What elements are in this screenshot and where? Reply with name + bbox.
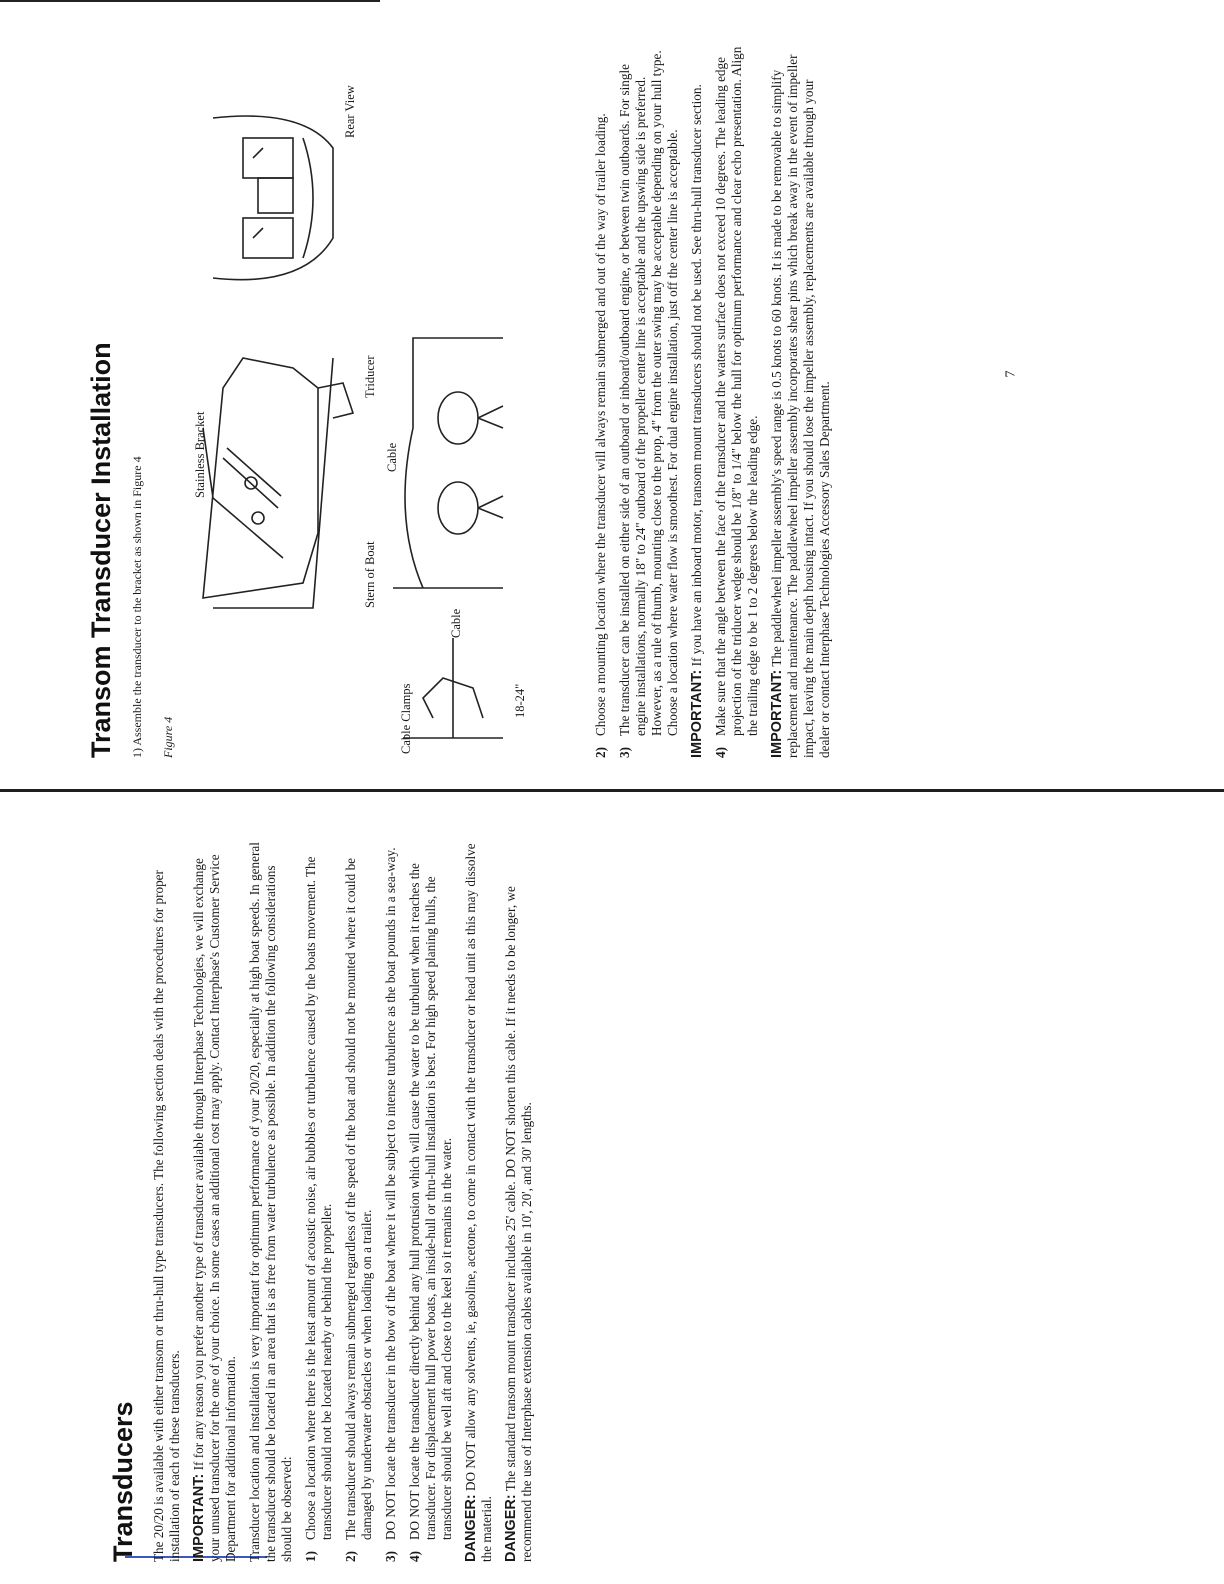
considerations-list [303, 842, 455, 1562]
danger-text: The standard transom mount transducer includes 25' cable. DO NOT shorten this cable. If it needs to be longer, we recommend the use of Interphase extension cables available in 10', 20', and 30' lengths. [503, 886, 534, 1562]
important-text: If you have an inboard motor, transom mount transducers should not be used. See thru-hull transducer section. [689, 84, 704, 667]
page-number: 7 [1003, 370, 1019, 378]
rear-view-callout: Rear View [343, 85, 357, 138]
important-impeller-note [769, 46, 833, 758]
installation-step-4 [713, 46, 761, 758]
figure-4 [153, 46, 583, 758]
rear-view-drawing [213, 116, 333, 280]
danger-label: DANGER: [503, 1494, 519, 1562]
bracket-callout: Stainless Bracket [193, 411, 207, 498]
list-item: 2) Choose a mounting location where the transducer will always remain submerged and out of the way of trailer loading. [593, 113, 608, 758]
transom-installation-page [86, 46, 976, 758]
important-text: If for any reason you prefer another type of transducer available through Interphase Technologies, we will exchange your unused transducer for the one of your choice. In some cases an additional cost may apply. Contact Interphase's Customer Service Department for additional information. [191, 854, 238, 1562]
dimension-callout: 18-24" [513, 683, 527, 718]
location-paragraph: Transducer location and installation is very important for optimum performance of your 20/20, especially at high boat speeds. In general the transducer should be located in an area that is as free from water turbulence as possible. In addition the following considerations should be observed: [247, 842, 294, 1562]
transducers-intro: The 20/20 is available with either transom or thru-hull type transducers. The following section deals with the procedures for proper installation of each of these transducers. [151, 870, 182, 1562]
danger-note-solvents [463, 842, 495, 1562]
important-label: IMPORTANT: [769, 669, 785, 758]
important-inboard-note [689, 46, 705, 758]
bottom-view-drawing [393, 338, 503, 738]
danger-text: DO NOT allow any solvents, ie, gasoline, acetone, to come in contact with the transducer or head unit as this may dissolve the material. [463, 843, 494, 1562]
list-item: 3) DO NOT locate the transducer in the bow of the boat where it will be subject to intense turbulence as the boat pounds in a sea-way. [383, 847, 398, 1562]
cable-side-callout: Cable [449, 608, 463, 638]
installation-steps [593, 46, 681, 758]
list-item: 1) Choose a location where there is the least amount of acoustic noise, air bubbles or turbulence caused by the boats movement. The transducer should not be located nearby or behind the propeller. [303, 856, 334, 1562]
list-item: 4) DO NOT locate the transducer directly behind any hull protrusion which will cause the water to be turbulent when it reaches the transducer. For displacement hull power boats, an inside-hull or thru-hull installation is best. For high speed planing hulls, the transducer should be well aft and close to the keel so it remains in the water. [407, 863, 454, 1562]
danger-label: DANGER: [463, 1494, 479, 1562]
figure-4-drawing [183, 46, 513, 758]
list-item: 4) Make sure that the angle between the face of the transducer and the waters surface does not exceed 10 degrees. The leading edge projection of the triducer wedge should be 1/8" to 1/4" below the hull for optimum performance and clear echo presentation. Align the trailing edge to be 1 to 2 degrees below the leading edge. [713, 46, 760, 758]
danger-note-cable [503, 842, 535, 1562]
transducers-page [108, 842, 788, 1562]
important-note [191, 842, 239, 1562]
stern-callout: Stern of Boat [363, 541, 377, 608]
list-item: 3) The transducer can be installed on either side of an outboard or inboard/outboard engine, or between twin outboards. For single engine installations, normally 18" to 24" outboard of the propeller center line is acceptable and the upswing side is preferred. However, as a rule of thumb, mounting close to the prop, 4" from the outer swing may be acceptable depending on your hull type. Choose a location where water flow is smoothest. For dual engine installation, just off the center line is acceptable. [617, 50, 680, 758]
side-view-drawing [203, 358, 353, 608]
important-label: IMPORTANT: [191, 1473, 207, 1562]
list-item: 2) The transducer should always remain submerged regardless of the speed of the boat and should not be mounted where it could be damaged by underwater obstacles or when loading on a trailer. [343, 857, 374, 1562]
triducer-callout: Triducer [363, 355, 377, 398]
cable-middle-callout: Cable [385, 442, 399, 472]
important-label: IMPORTANT: [689, 669, 705, 758]
step-1: 1) Assemble the transducer to the bracket as shown in Figure 4 [130, 456, 144, 758]
cable-clamps-callout: Cable Clamps [399, 683, 413, 754]
figure-label: Figure 4 [161, 716, 175, 758]
transducers-heading: Transducers [108, 1401, 138, 1562]
transom-heading: Transom Transducer Installation [86, 342, 116, 758]
page-divider [0, 789, 1224, 792]
important-text: The paddlewheel impeller assembly's speed range is 0.5 knots to 60 knots. It is made to be removable to simplify replacement and maintenance. The paddlewheel impeller assembly incorporates shear pins which break away in the event of impeller impact, leaving the main depth housing intact. If you should lose the impeller assembly, replacements are available through your dealer or contact Interphase Technologies Accessory Sales Department. [769, 54, 832, 758]
top-edge-line [0, 0, 380, 2]
